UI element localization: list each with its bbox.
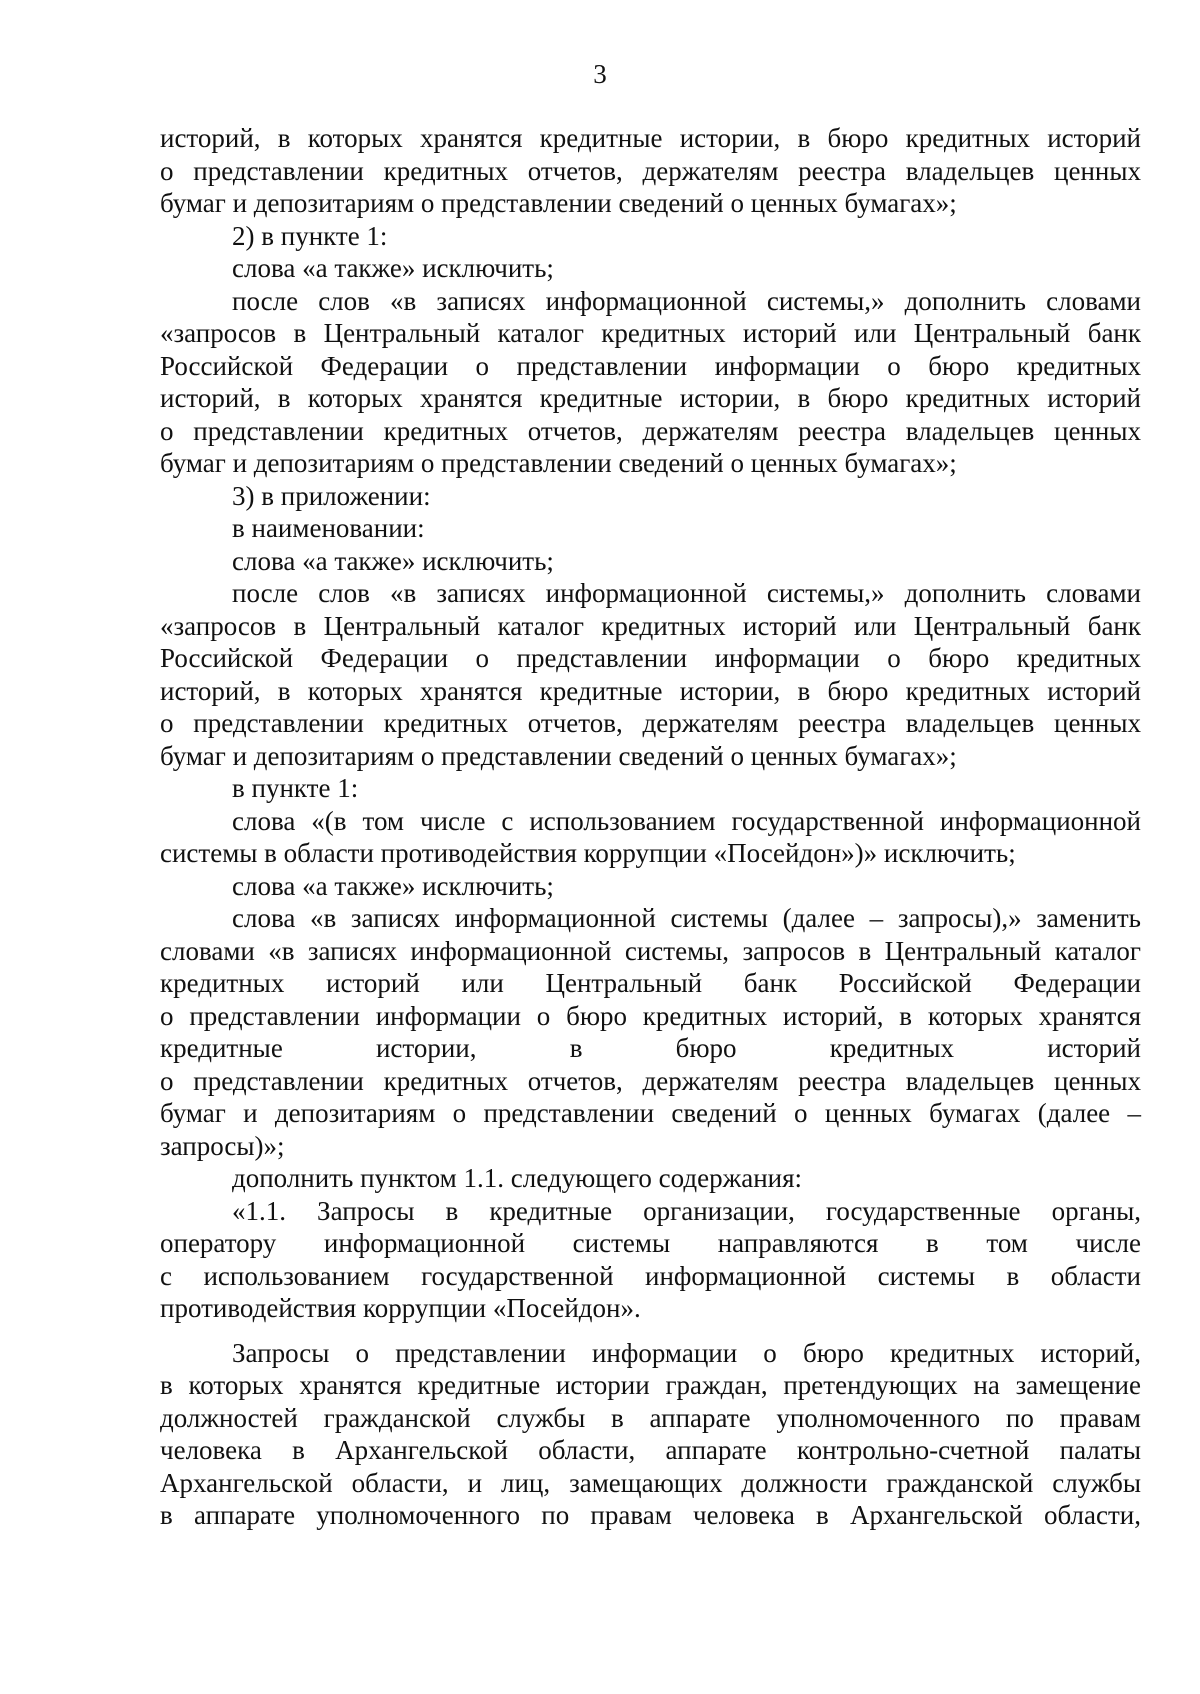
text-line: Российской Федерации о представлении информации о бюро кредитных	[160, 643, 1141, 673]
text-line: кредитные истории, в бюро кредитных историй	[160, 1033, 1141, 1063]
text-line: Запросы о представлении информации о бюро кредитных историй,	[232, 1337, 1141, 1368]
text-line: «1.1. Запросы в кредитные организации, государственные органы,	[232, 1195, 1141, 1226]
text-line: бумаг и депозитариям о представлении сведений о ценных бумагах»;	[160, 740, 957, 771]
text-line: кредитных историй или Центральный банк Российской Федерации	[160, 968, 1141, 998]
text-line: о представлении кредитных отчетов, держателям реестра владельцев ценных	[160, 1065, 1141, 1096]
text-line: человека в Архангельской области, аппарате контрольно-счетной палаты	[160, 1435, 1141, 1465]
text-line: историй, в которых хранятся кредитные истории, в бюро кредитных историй	[160, 675, 1141, 706]
text-line: дополнить пунктом 1.1. следующего содержания:	[232, 1163, 803, 1193]
text-line: о представлении информации о бюро кредитных историй, в которых хранятся	[160, 1000, 1141, 1031]
text-line: словами «в записях информационной системы, запросов в Центральный каталог	[160, 935, 1141, 966]
document-body	[160, 122, 1141, 1532]
text-line: в пункте 1:	[232, 773, 359, 803]
text-line: бумаг и депозитариям о представлении сведений о ценных бумагах (далее –	[160, 1098, 1141, 1128]
text-line: историй, в которых хранятся кредитные истории, в бюро кредитных историй	[160, 123, 1141, 153]
text-line: с использованием государственной информационной системы в области	[160, 1260, 1141, 1291]
text-line: 2) в пункте 1:	[232, 220, 388, 251]
text-line: запросы)»;	[160, 1130, 285, 1161]
text-line: Российской Федерации о представлении информации о бюро кредитных	[160, 350, 1141, 381]
text-line: должностей гражданской службы в аппарате уполномоченного по правам	[160, 1402, 1141, 1433]
text-line: системы в области противодействия коррупции «Посейдон»)» исключить;	[160, 838, 1016, 868]
text-line: в аппарате уполномоченного по правам человека в Архангельской области,	[160, 1500, 1141, 1530]
text-line: «запросов в Центральный каталог кредитных историй или Центральный банк	[160, 610, 1141, 641]
text-line: в наименовании:	[232, 513, 425, 543]
text-line: бумаг и депозитариям о представлении сведений о ценных бумагах»;	[160, 448, 957, 478]
text-line: о представлении кредитных отчетов, держателям реестра владельцев ценных	[160, 708, 1141, 738]
text-line: Архангельской области, и лиц, замещающих должности гражданской службы	[160, 1467, 1141, 1498]
text-line: бумаг и депозитариям о представлении сведений о ценных бумагах»;	[160, 188, 957, 218]
text-line: о представлении кредитных отчетов, держателям реестра владельцев ценных	[160, 155, 1141, 186]
text-line: 3) в приложении:	[232, 480, 431, 511]
text-line: слова «(в том числе с использованием государственной информационной	[232, 805, 1141, 836]
text-line: о представлении кредитных отчетов, держателям реестра владельцев ценных	[160, 415, 1141, 446]
text-line: слова «в записях информационной системы (далее – запросы),» заменить	[232, 903, 1141, 933]
text-line: после слов «в записях информационной системы,» дополнить словами	[232, 285, 1141, 316]
page-number: 3	[593, 59, 607, 89]
text-line: слова «а также» исключить;	[232, 253, 554, 283]
text-line: в которых хранятся кредитные истории граждан, претендующих на замещение	[160, 1370, 1141, 1400]
text-line: оператору информационной системы направляются в том числе	[160, 1228, 1141, 1258]
text-line: после слов «в записях информационной системы,» дополнить словами	[232, 578, 1141, 608]
text-line: слова «а также» исключить;	[232, 545, 554, 576]
text-line: «запросов в Центральный каталог кредитных историй или Центральный банк	[160, 318, 1141, 348]
text-line: историй, в которых хранятся кредитные истории, в бюро кредитных историй	[160, 383, 1141, 413]
text-line: противодействия коррупции «Посейдон».	[160, 1293, 641, 1323]
text-line: слова «а также» исключить;	[232, 870, 554, 901]
